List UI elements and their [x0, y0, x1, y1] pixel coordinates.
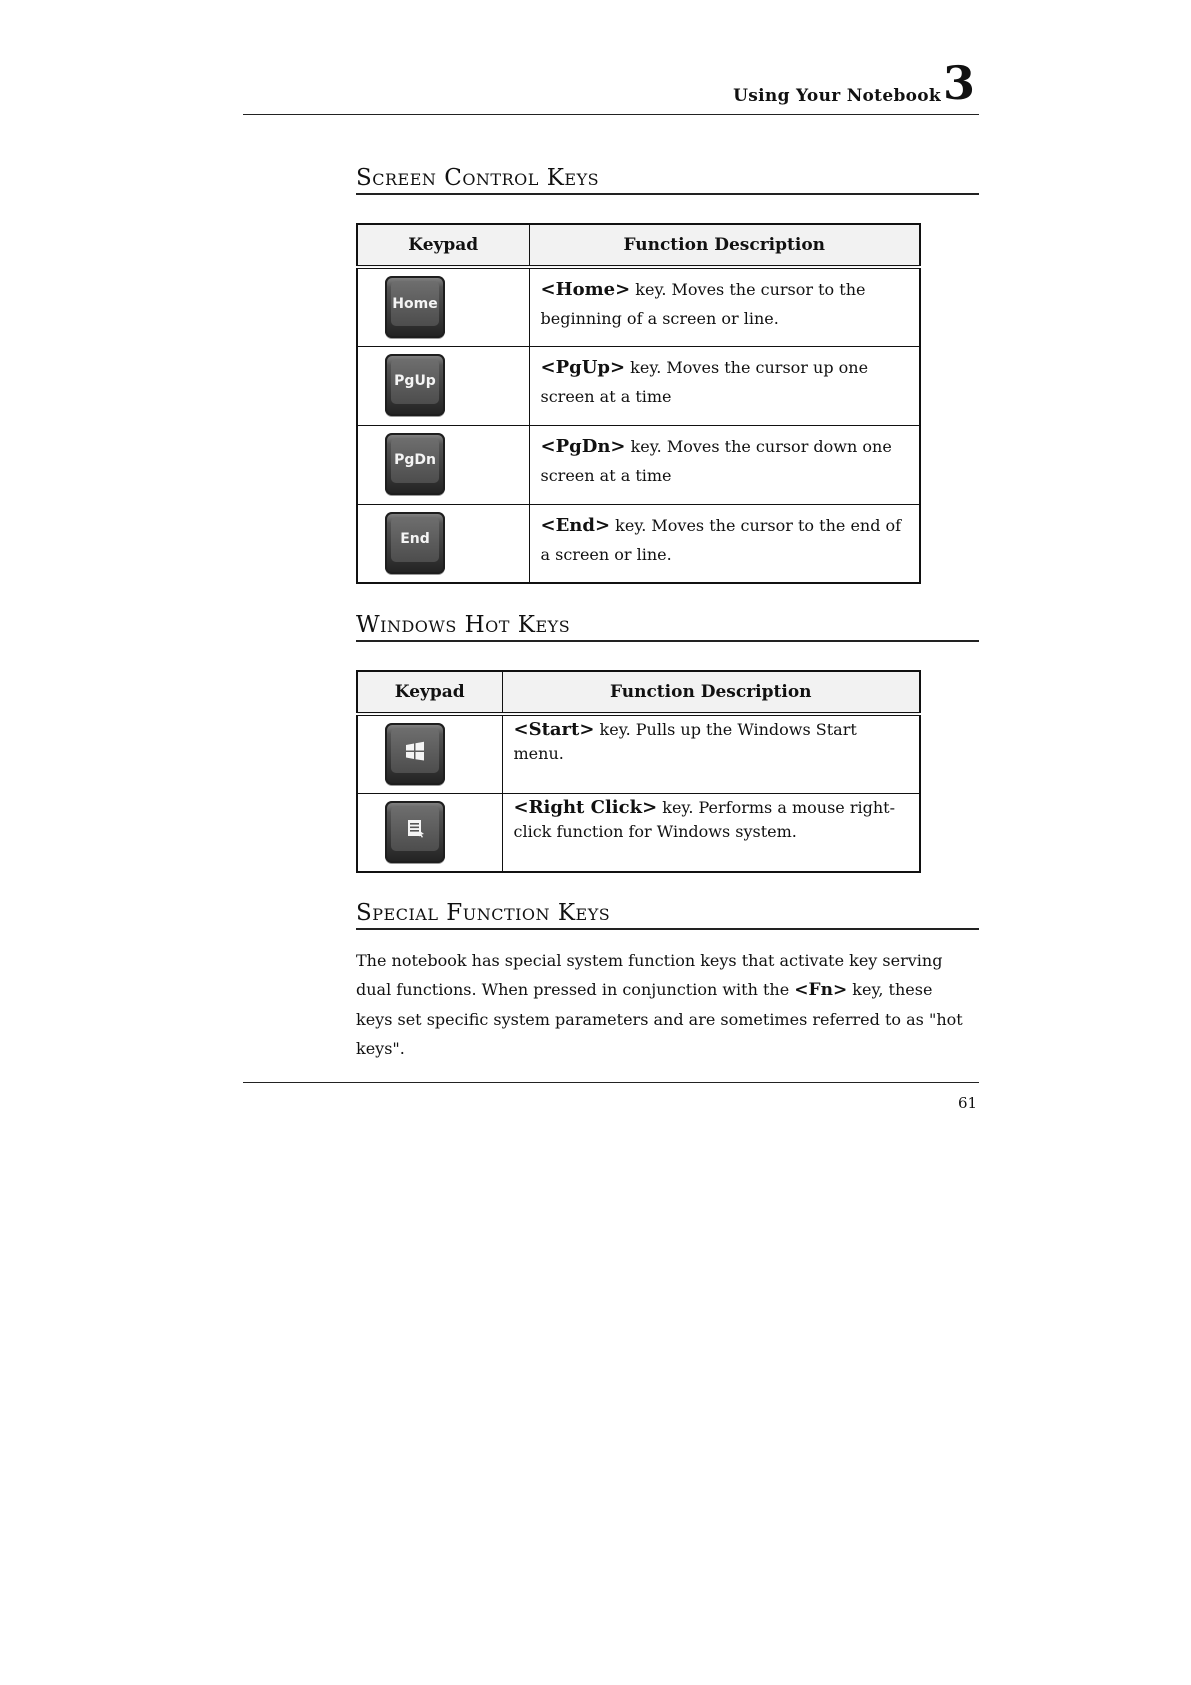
section-title-screen-control — [356, 165, 979, 195]
table-row — [357, 714, 920, 793]
key-description-text: key. Moves the cursor up one screen at a time — [540, 357, 869, 406]
table-row — [357, 267, 920, 346]
key-name: <End> — [540, 514, 611, 536]
windows-logo-icon — [385, 723, 445, 785]
paragraph-text: The notebook has special system function keys that activate key serving dual functions. When pressed in conjunction with the — [356, 951, 943, 999]
table-row — [357, 504, 920, 583]
column-header-description: Function Description — [502, 671, 920, 714]
key-label: End — [391, 517, 439, 562]
chapter-number: 3 — [942, 56, 975, 110]
end-key-icon — [385, 512, 445, 574]
key-description-text: key. Performs a mouse right-click function for Windows system. — [513, 797, 895, 841]
running-header-title: Using Your Notebook — [733, 86, 941, 106]
key-description — [529, 425, 920, 504]
table-row — [357, 793, 920, 872]
key-description — [529, 346, 920, 425]
section-title-text: Screen Control Keys — [356, 165, 600, 191]
home-key-icon — [385, 276, 445, 338]
key-label: PgUp — [391, 359, 439, 404]
key-name: <Start> — [513, 719, 595, 740]
key-label: PgDn — [391, 438, 439, 483]
key-description — [502, 714, 920, 793]
key-description-text: key. Moves the cursor to the beginning of a screen or line. — [540, 280, 866, 328]
key-description — [529, 504, 920, 583]
key-description — [529, 267, 920, 346]
screen-control-table — [356, 223, 921, 584]
key-description-text: key. Moves the cursor to the end of a screen or line. — [540, 515, 902, 564]
section-title-windows-hot-keys — [356, 612, 979, 642]
table-row — [357, 346, 920, 425]
table-row — [357, 425, 920, 504]
section-title-text: Special Function Keys — [356, 900, 611, 926]
key-name: <Home> — [540, 279, 631, 300]
windows-hot-keys-table — [356, 670, 921, 873]
context-menu-icon — [404, 817, 426, 839]
fn-key-name: <Fn> — [794, 980, 848, 1000]
pgdn-key-icon — [385, 433, 445, 495]
body-paragraph — [356, 946, 966, 1063]
paragraph-text: key, these keys set specific system parameters and are sometimes referred to as "hot keys". — [356, 980, 963, 1058]
key-description — [502, 793, 920, 872]
key-label: Home — [391, 281, 439, 326]
key-name: <PgDn> — [540, 435, 626, 457]
running-header — [243, 56, 979, 115]
column-header-keypad: Keypad — [357, 224, 529, 267]
page-number: 61 — [958, 1094, 978, 1112]
section-title-special-function-keys — [356, 900, 979, 930]
key-description-text: key. Pulls up the Windows Start menu. — [513, 720, 857, 763]
section-title-text: Windows Hot Keys — [356, 612, 571, 638]
key-description-text: key. Moves the cursor down one screen at a time — [540, 436, 892, 485]
pgup-key-icon — [385, 354, 445, 416]
menu-key-icon — [385, 801, 445, 863]
footer-rule — [243, 1082, 979, 1083]
windows-flag-icon — [404, 740, 426, 762]
column-header-keypad: Keypad — [357, 671, 502, 714]
column-header-description: Function Description — [529, 224, 920, 267]
key-name: <Right Click> — [513, 796, 658, 818]
key-name: <PgUp> — [540, 356, 626, 378]
